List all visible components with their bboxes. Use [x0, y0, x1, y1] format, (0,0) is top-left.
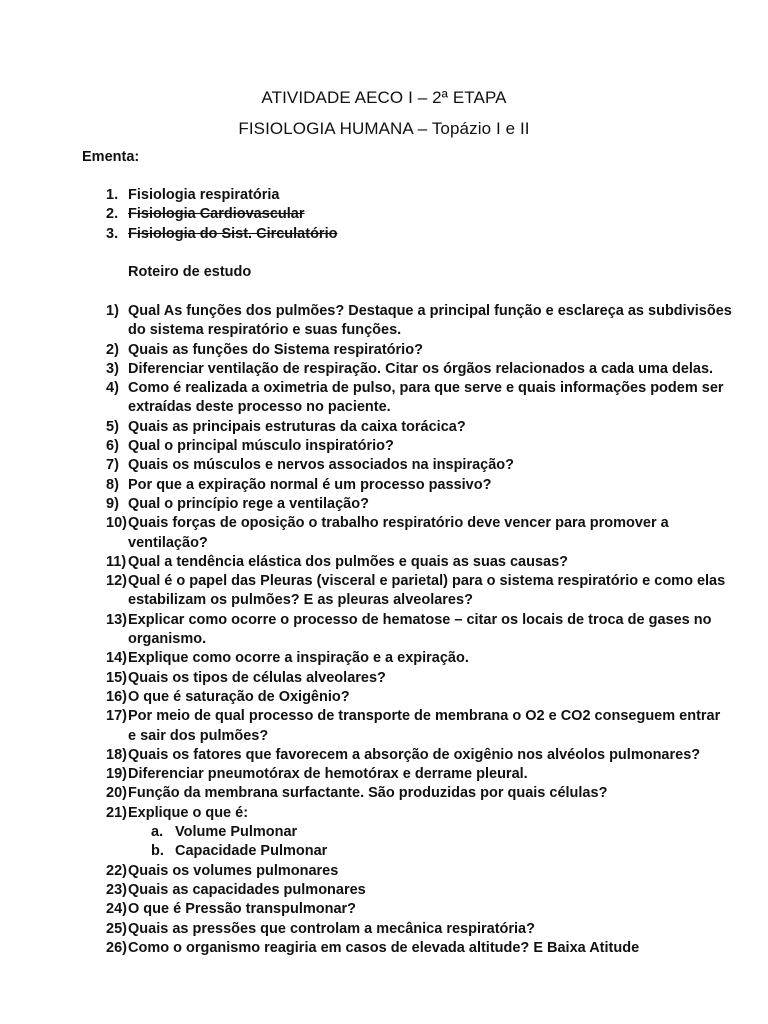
question-text: Como é realizada a oximetria de pulso, para que serve e quais informações podem ser extraídas deste processo no paciente.: [128, 380, 724, 416]
question-item: [106, 437, 746, 456]
ementa-item-3-struck: [106, 225, 337, 244]
sub-item: [151, 842, 746, 861]
question-item: [106, 707, 746, 746]
question-item: [106, 495, 746, 514]
question-text: Diferenciar ventilação de respiração. Citar os órgãos relacionados a cada uma delas.: [128, 360, 714, 377]
question-item: [106, 572, 746, 611]
question-item: [106, 804, 746, 823]
question-item: [106, 881, 746, 900]
question-number: 14): [106, 650, 127, 667]
question-item: [106, 418, 746, 437]
question-text: Quais forças de oposição o trabalho respiratório deve vencer para promover a ventilação?: [128, 515, 669, 551]
question-text: Por que a expiração normal é um processo passivo?: [128, 476, 492, 493]
question-number: 13): [106, 611, 127, 628]
question-item: [106, 900, 746, 919]
question-number: 26): [106, 939, 127, 956]
question-item: [106, 939, 746, 958]
question-number: 22): [106, 862, 127, 879]
question-number: 5): [106, 418, 119, 435]
question-item: [106, 649, 746, 668]
question-text: O que é saturação de Oxigênio?: [128, 688, 350, 705]
question-text: Qual o principal músculo inspiratório?: [128, 438, 394, 455]
question-text: Quais as capacidades pulmonares: [128, 881, 366, 898]
ementa-item-number: 2.: [106, 206, 119, 223]
question-list: [106, 302, 746, 958]
ementa-item-number: 3.: [106, 225, 119, 242]
ementa-item-number: 1.: [106, 187, 119, 203]
question-number: 12): [106, 573, 127, 590]
question-item: [106, 456, 746, 475]
question-text: Explique o que é:: [128, 804, 249, 821]
question-text: Qual é o papel das Pleuras (visceral e parietal) para o sistema respiratório e como elas estabilizam os pulmões? E as pleuras alveolares?: [128, 573, 726, 609]
sub-item-text: Capacidade Pulmonar: [175, 843, 328, 860]
question-item: [106, 669, 746, 688]
question-number: 21): [106, 804, 127, 821]
question-number: 6): [106, 438, 119, 455]
question-number: 9): [106, 495, 119, 512]
question-number: 20): [106, 785, 127, 802]
question-text: Quais os fatores que favorecem a absorção de oxigênio nos alvéolos pulmonares?: [128, 746, 701, 763]
sub-item-text: Volume Pulmonar: [175, 824, 298, 841]
question-item: [106, 553, 746, 572]
question-text: Quais os volumes pulmonares: [128, 862, 339, 879]
question-number: 4): [106, 380, 119, 397]
question-number: 3): [106, 360, 119, 377]
ementa-label: Ementa:: [82, 149, 140, 165]
question-number: 11): [106, 553, 127, 570]
question-number: 8): [106, 476, 119, 493]
question-number: 17): [106, 708, 127, 725]
question-item: [106, 514, 746, 553]
question-item: [106, 765, 746, 784]
ementa-item-text: Fisiologia respiratória: [128, 187, 280, 203]
question-item: [106, 920, 746, 939]
question-number: 25): [106, 920, 127, 937]
question-text: Por meio de qual processo de transporte de membrana o O2 e CO2 conseguem entrar e sair dos pulmões?: [128, 708, 721, 744]
question-text: Quais os tipos de células alveolares?: [128, 669, 386, 686]
ementa-item-text: Fisiologia do Sist. Circulatório: [128, 225, 338, 242]
question-text: Quais as pressões que controlam a mecânica respiratória?: [128, 920, 535, 937]
question-text: Qual a tendência elástica dos pulmões e quais as suas causas?: [128, 553, 569, 570]
sub-item-letter: b.: [151, 843, 164, 860]
question-text: Como o organismo reagiria em casos de elevada altitude? E Baixa Atitude: [128, 939, 640, 956]
question-text: Quais as principais estruturas da caixa torácica?: [128, 418, 466, 435]
question-number: 16): [106, 688, 127, 705]
ementa-list: [106, 186, 337, 244]
ementa-item-1: [106, 186, 337, 205]
sub-item: [151, 823, 746, 842]
question-item: [106, 746, 746, 765]
question-item: [106, 784, 746, 803]
question-item: [106, 862, 746, 881]
question-text: Função da membrana surfactante. São produzidas por quais células?: [128, 785, 608, 802]
question-text: Explique como ocorre a inspiração e a expiração.: [128, 650, 469, 667]
question-number: 19): [106, 766, 127, 783]
ementa-item-text: Fisiologia Cardiovascular: [128, 206, 305, 223]
question-number: 24): [106, 901, 127, 918]
document-subtitle: FISIOLOGIA HUMANA – Topázio I e II: [238, 119, 530, 138]
question-text: Diferenciar pneumotórax de hemotórax e derrame pleural.: [128, 766, 528, 783]
roteiro-heading: Roteiro de estudo: [128, 264, 252, 280]
question-text: Explicar como ocorre o processo de hematose – citar os locais de troca de gases no organismo.: [128, 611, 712, 648]
question-text: Qual o princípio rege a ventilação?: [128, 495, 369, 512]
question-text: O que é Pressão transpulmonar?: [128, 901, 357, 918]
question-text: Quais as funções do Sistema respiratório?: [128, 341, 423, 358]
question-item: [106, 341, 746, 360]
question-item: [106, 611, 746, 650]
question-number: 15): [106, 669, 127, 686]
question-text: Qual As funções dos pulmões? Destaque a principal função e esclareça as subdivisões do sistema respiratório e suas funções.: [128, 303, 732, 339]
ementa-item-2-struck: [106, 205, 337, 224]
question-item: [106, 379, 746, 418]
question-text: Quais os músculos e nervos associados na inspiração?: [128, 457, 515, 474]
question-item: [106, 302, 746, 341]
question-item: [106, 688, 746, 707]
question-number: 7): [106, 457, 119, 474]
question-number: 1): [106, 303, 119, 319]
question-item: [106, 476, 746, 495]
question-number: 18): [106, 746, 127, 763]
question-number: 10): [106, 515, 127, 532]
sub-item-letter: a.: [151, 824, 164, 841]
question-number: 2): [106, 341, 119, 358]
question-number: 23): [106, 881, 127, 898]
document-title: ATIVIDADE AECO I – 2ª ETAPA: [261, 88, 507, 107]
question-item: [106, 360, 746, 379]
